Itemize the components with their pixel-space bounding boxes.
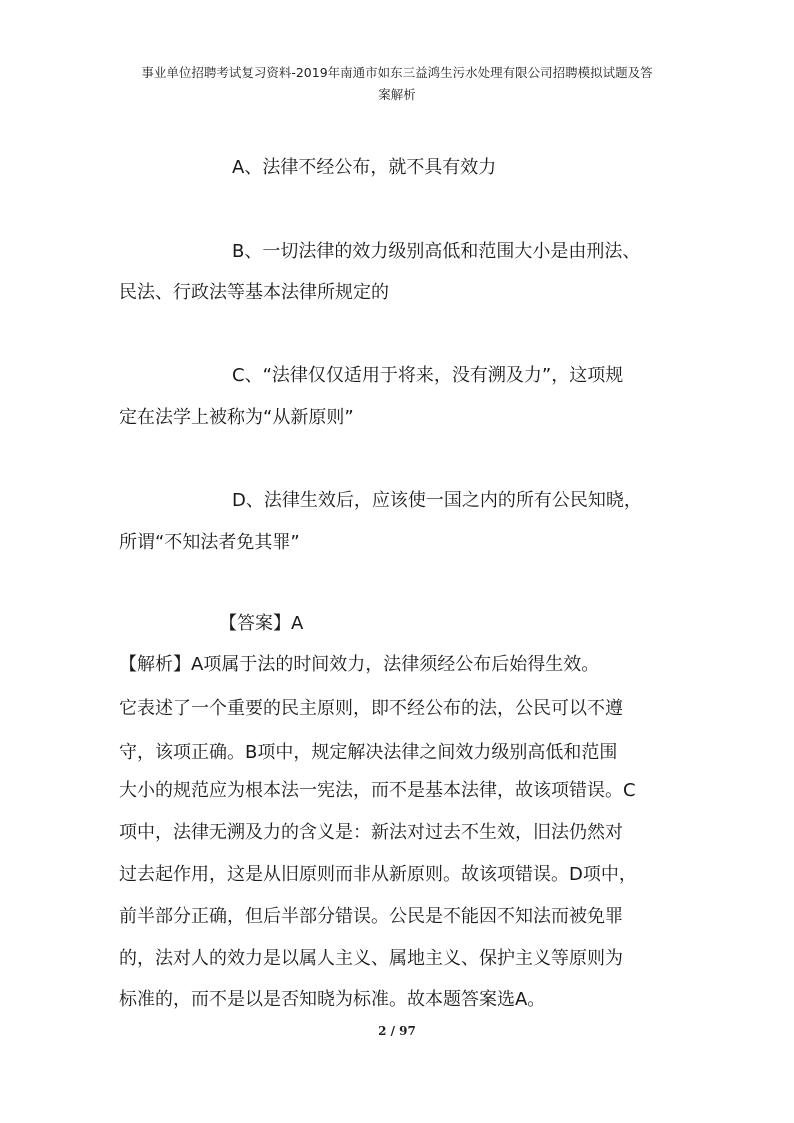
analysis-line: 它表述了一个重要的民主原则，即不经公布的法，公民可以不遵	[119, 698, 623, 719]
analysis-line: 项中，法律无溯及力的含义是：新法对过去不生效，旧法仍然对	[119, 822, 623, 843]
option-b-line2: 民法、行政法等基本法律所规定的	[119, 282, 389, 303]
analysis-line: 守，该项正确。B项中，规定解决法律之间效力级别高低和范围	[119, 742, 618, 763]
analysis-line: 过去起作用，这是从旧原则而非从新原则。故该项错误。D项中，	[119, 864, 637, 885]
option-d-line1: D、法律生效后，应该使一国之内的所有公民知晓，	[232, 490, 642, 511]
analysis-line: 前半部分正确，但后半部分错误。公民是不能因不知法而被免罪	[119, 906, 623, 927]
option-c-line1: C、“法律仅仅适用于将来，没有溯及力”，这项规	[232, 365, 624, 386]
header-title-line2: 案解析	[378, 87, 416, 102]
analysis-line: 大小的规范应为根本法一宪法，而不是基本法律，故该项错误。C	[119, 780, 636, 801]
analysis-line: 标准的，而不是以是否知晓为标准。故本题答案选A。	[119, 989, 546, 1010]
analysis-line: 【解析】A项属于法的时间效力，法律须经公布后始得生效。	[119, 654, 600, 675]
option-c-line2: 定在法学上被称为“从新原则”	[119, 407, 354, 428]
header-title-line1: 事业单位招聘考试复习资料-2019年南通市如东三益鸿生污水处理有限公司招聘模拟试题及答	[141, 65, 653, 80]
answer-label: 【答案】A	[219, 613, 304, 634]
option-a-line1: A、法律不经公布，就不具有效力	[232, 157, 497, 178]
page-number: 2 / 97	[378, 1024, 416, 1038]
option-b-line1: B、一切法律的效力级别高低和范围大小是由刑法、	[232, 241, 641, 262]
option-d-line2: 所谓“不知法者免其罪”	[119, 532, 300, 553]
page-header	[110, 62, 684, 106]
analysis-line: 的，法对人的效力是以属人主义、属地主义、保护主义等原则为	[119, 948, 623, 969]
